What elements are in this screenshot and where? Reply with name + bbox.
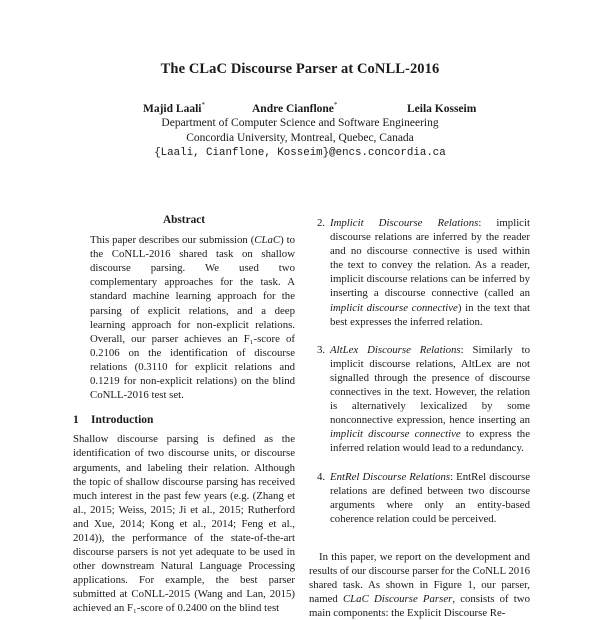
section-heading-introduction	[73, 413, 295, 427]
list-item	[309, 470, 530, 526]
paper-title: The CLaC Discourse Parser at CoNLL-2016	[160, 61, 440, 77]
author-2-name: Andre Cianflone	[252, 102, 334, 115]
list-item-text-end: ) in the text that best expresses the inferred relation.	[330, 301, 530, 328]
list-item-marker: 2.	[317, 217, 326, 229]
list-item-italic: implicit discourse connective	[330, 301, 458, 314]
list-item-text: : EntRel discourse relations are defined between two discourse arguments where only an entity-based coherence relation could be perceived.	[330, 470, 530, 525]
abstract-text	[90, 233, 295, 402]
author-emails: {Laali, Cianflone, Kosseim}@encs.concordia.ca	[154, 147, 446, 159]
author-1-name: Majid Laali	[143, 102, 202, 115]
list-item-text-end: to express the inferred relation would lead to a redundancy.	[330, 428, 530, 455]
author-3-name: Leila Kosseim	[407, 102, 477, 115]
author-1-mark: *	[201, 101, 205, 109]
list-item-marker: 4.	[317, 470, 326, 483]
author-2	[252, 101, 337, 115]
section-number: 1	[73, 414, 79, 427]
abstract-text-2: ) to the CoNLL-2016 shared task on shallow discourse parsing. We used two complementary approaches for the task. A standard machine learning approach for the parsing of explicit relations, and a deep learning approach for non-explicit relations. Overall, our parser achieves an F₁-score of 0.2106 on the identification of discourse relations (0.3110 for explicit relations and 0.1219 for non-explicit relations) on the blind CoNLL-2016 test set.	[90, 234, 295, 402]
section-title: Introduction	[91, 414, 154, 427]
parser-name: CLaC Discourse Parser	[342, 593, 453, 606]
abstract-text-1: This paper describes our submission (	[90, 234, 255, 247]
list-item-marker: 3.	[317, 343, 326, 356]
introduction-paragraph: Shallow discourse parsing is defined as the identification of two discourse units, or discourse arguments, and labeling their relation. Although the topic of shallow discourse parsing has received much interest in the past few years (e.g. (Zhang et al., 2015; Weiss, 2015; Ji et al., 2015; Rutherford and Xue, 2014; Kong et al., 2014; Feng et al., 2014)), the performance of the state-of-the-art discourse parsers is not yet adequate to be used in other downstream Natural Language Processing applications. For example, the best parser submitted at CoNLL-2015 (Wang and Lan, 2015) achieved an F₁-score of 0.2400 on the blind test	[73, 433, 295, 615]
list-item	[309, 216, 530, 329]
affiliation-department: Department of Computer Science and Software Engineering	[161, 117, 439, 129]
body-paragraph-text-2: , consists of two main components: the Explicit Discourse Re-	[309, 593, 530, 620]
list-item-term: EntRel Discourse Relations	[330, 470, 451, 483]
left-column	[73, 213, 295, 616]
abstract-heading: Abstract	[162, 214, 206, 226]
right-column	[309, 216, 530, 620]
list-item	[309, 343, 530, 456]
author-3	[407, 101, 476, 115]
list-item-text: : implicit discourse relations are inferred by the reader and no discourse connective is used within the text to convey the relation. As a reader, implicit discourse relations can be inferred by inserting a discourse connective (called an	[330, 217, 530, 300]
list-item-term: Implicit Discourse Relations	[330, 217, 479, 229]
list-item-term: AltLex Discourse Relations	[330, 343, 461, 356]
body-paragraph	[309, 550, 530, 620]
abstract-clac: CLaC	[254, 234, 281, 247]
affiliation-university: Concordia University, Montreal, Quebec, Canada	[186, 132, 414, 144]
author-1	[143, 101, 205, 115]
author-2-mark: *	[333, 101, 338, 109]
list-item-italic: implicit discourse connective	[330, 428, 461, 441]
body-paragraph-text-1: In this paper, we report on the development and results of our discourse parser for the CoNLL 2016 shared task. As shown in Figure 1, our parser, named	[309, 550, 530, 606]
list-item-text: : Similarly to implicit discourse relations, AltLex are not signalled through the presence of discourse connectives in the text. However, the relation is alternatively lexicalized by some nonconnective expression, hence inserting an	[330, 343, 531, 427]
